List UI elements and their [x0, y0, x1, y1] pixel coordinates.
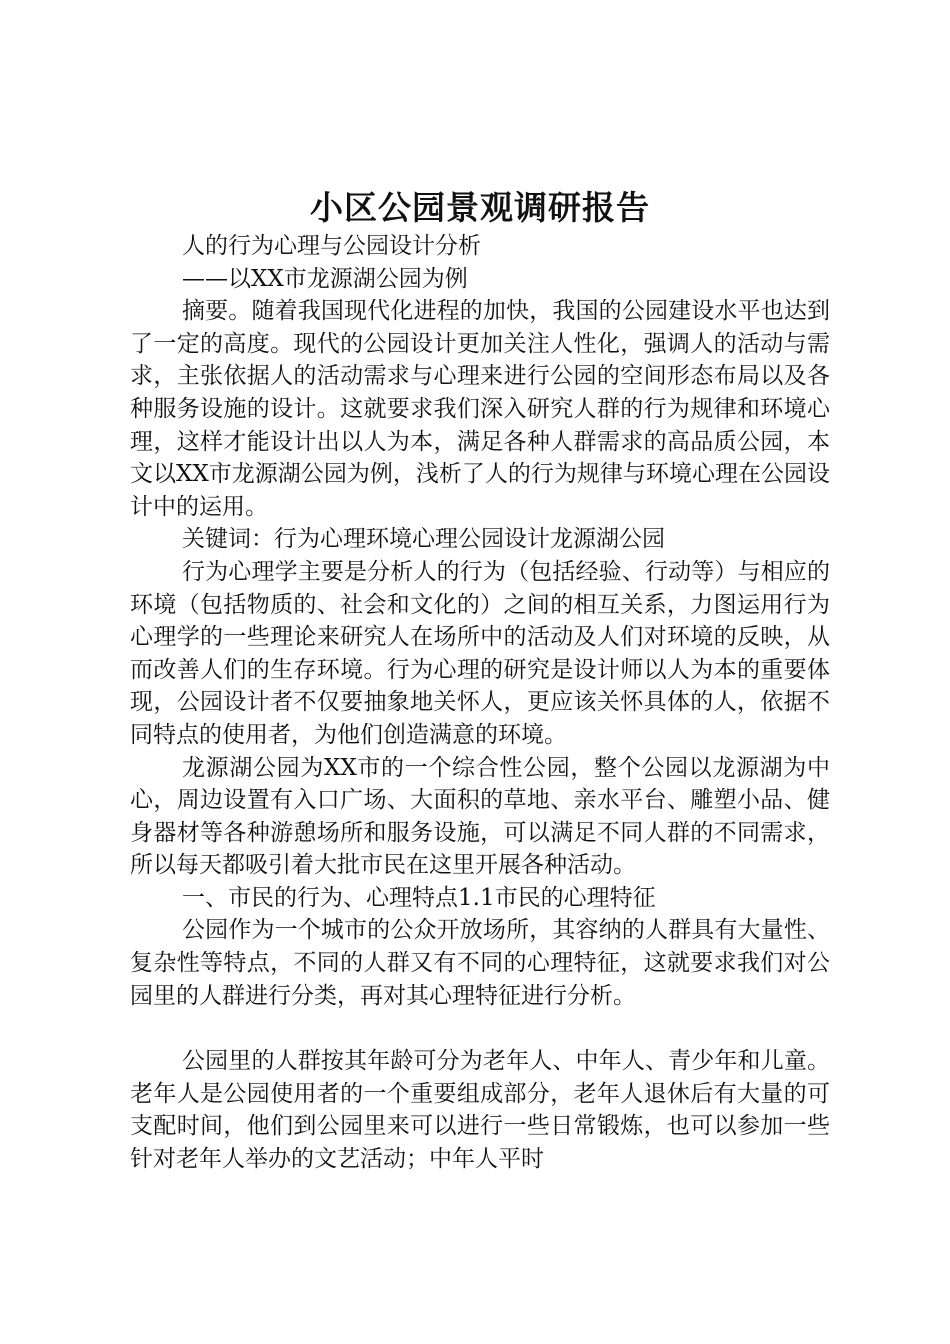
subtitle-line: 人的行为心理与公园设计分析: [182, 233, 481, 259]
body-paragraph: 公园里的人群按其年龄可分为老年人、中年人、青少年和儿童。老年人是公园使用者的一个重要组成部分，老年人退休后有大量的可支配时间，他们到公园里来可以进行一些日常锻炼，也可以参加一些针对老年人举办的文艺活动；中年人平时: [130, 1048, 830, 1173]
document-page: [130, 186, 830, 1176]
body-paragraph: 公园作为一个城市的公众开放场所，其容纳的人群具有大量性、复杂性等特点，不同的人群又有不同的心理特征，这就要求我们对公园里的人群进行分类，再对其心理特征进行分析。: [130, 917, 830, 1009]
document-title: 小区公园景观调研报告: [310, 188, 650, 227]
body-paragraph: 龙源湖公园为XX市的一个综合性公园，整个公园以龙源湖为中心，周边设置有入口广场、大面积的草地、亲水平台、雕塑小品、健身器材等各种游憩场所和服务设施，可以满足不同人群的不同需求，所以每天都吸引着大批市民在这里开展各种活动。: [130, 754, 830, 879]
abstract-paragraph: 摘要。随着我国现代化进程的加快，我国的公园建设水平也达到了一定的高度。现代的公园设计更加关注人性化，强调人的活动与需求，主张依据人的活动需求与心理来进行公园的空间形态布局以及各种服务设施的设计。这就要求我们深入研究人群的行为规律和环境心理，这样才能设计出以人为本，满足各种人群需求的高品质公园，本文以XX市龙源湖公园为例，浅析了人的行为规律与环境心理在公园设计中的运用。: [130, 298, 830, 520]
keywords-line: 关键词：行为心理环境心理公园设计龙源湖公园: [182, 526, 665, 553]
section-heading: 一、市民的行为、心理特点1.1市民的心理特征: [182, 884, 656, 911]
body-paragraph: 行为心理学主要是分析人的行为（包括经验、行动等）与相应的环境（包括物质的、社会和文化的）之间的相互关系，力图运用行为心理学的一些理论来研究人在场所中的活动及人们对环境的反映，从而改善人们的生存环境。行为心理的研究是设计师以人为本的重要体现，公园设计者不仅要抽象地关怀人，更应该关怀具体的人，依据不同特点的使用者，为他们创造满意的环境。: [130, 558, 830, 748]
subtitle-example-line: ——以XX市龙源湖公园为例: [182, 265, 468, 292]
paragraph-spacer: [130, 1012, 830, 1045]
